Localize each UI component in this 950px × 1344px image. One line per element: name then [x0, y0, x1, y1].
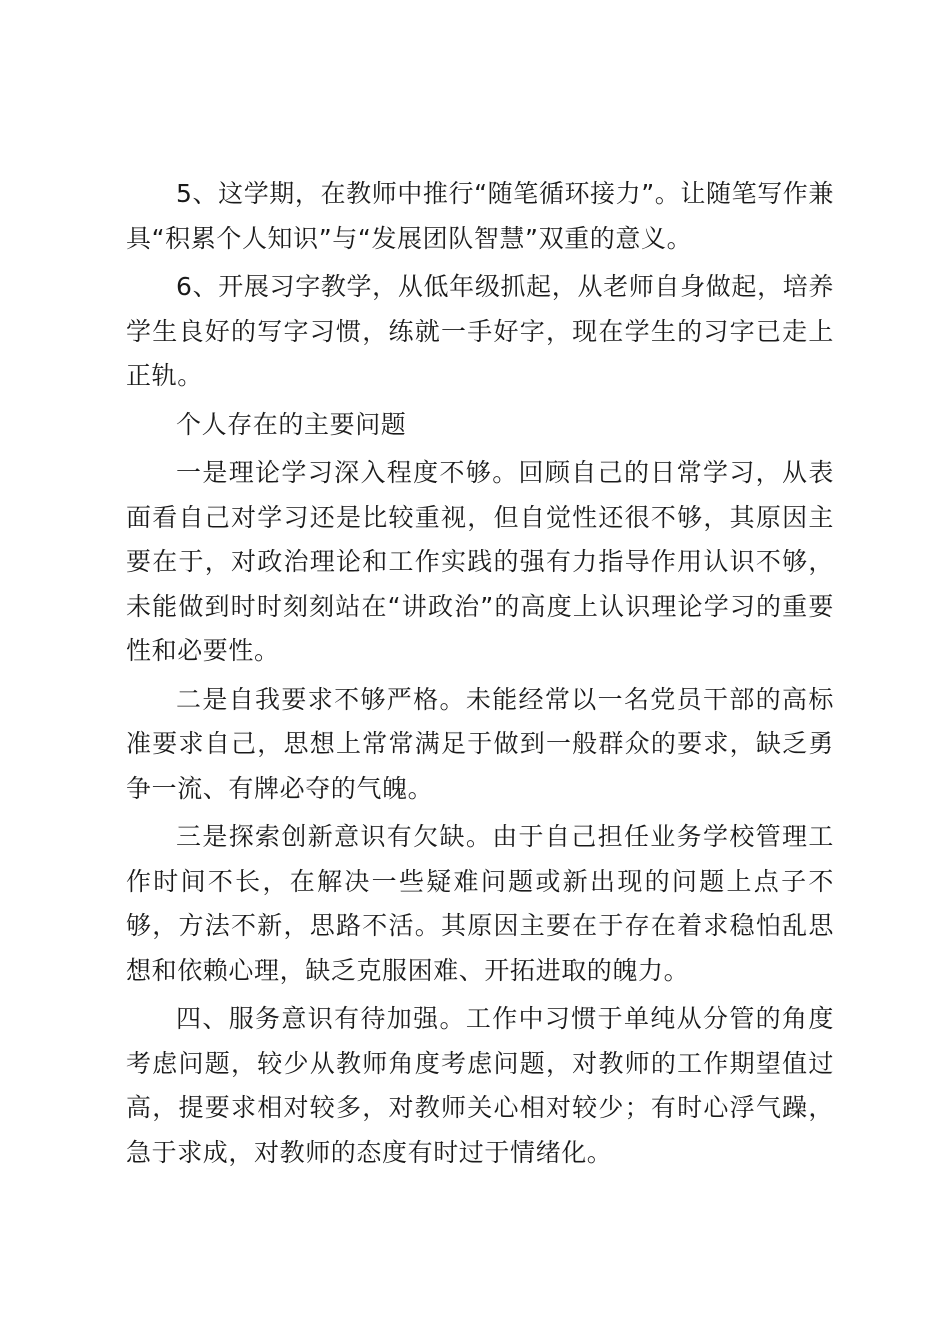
paragraph-item-6: 6、开展习字教学，从低年级抓起，从老师自身做起，培养学生良好的写字习惯，练就一手好字，现在学生的习字已走上正轨。: [126, 272, 834, 390]
paragraph-problem-2: 二是自我要求不够严格。未能经常以一名党员干部的高标准要求自己，思想上常常满足于做到一般群众的要求，缺乏勇争一流、有牌必夺的气魄。: [126, 684, 834, 803]
paragraph-problem-4: 四、服务意识有待加强。工作中习惯于单纯从分管的角度考虑问题，较少从教师角度考虑问题，对教师的工作期望值过高，提要求相对较多，对教师关心相对较少；有时心浮气躁，急于求成，对教师的态度有时过于情绪化。: [126, 1004, 834, 1167]
section-heading: 个人存在的主要问题: [176, 409, 407, 439]
document-body: [126, 172, 834, 1179]
paragraph-item-5: 5、这学期，在教师中推行“随笔循环接力”。让随笔写作兼具“积累个人知识”与“发展团队智慧”双重的意义。: [126, 179, 835, 253]
paragraph-problem-3: 三是探索创新意识有欠缺。由于自己担任业务学校管理工作时间不长，在解决一些疑难问题或新出现的问题上点子不够，方法不新，思路不活。其原因主要在于存在着求稳怕乱思想和依赖心理，缺乏克服困难、开拓进取的魄力。: [126, 822, 834, 985]
paragraph-problem-1: 一是理论学习深入程度不够。回顾自己的日常学习，从表面看自己对学习还是比较重视，但自觉性还很不够，其原因主要在于，对政治理论和工作实践的强有力指导作用认识不够，未能做到时时刻刻站在“讲政治”的高度上认识理论学习的重要性和必要性。: [126, 458, 834, 665]
